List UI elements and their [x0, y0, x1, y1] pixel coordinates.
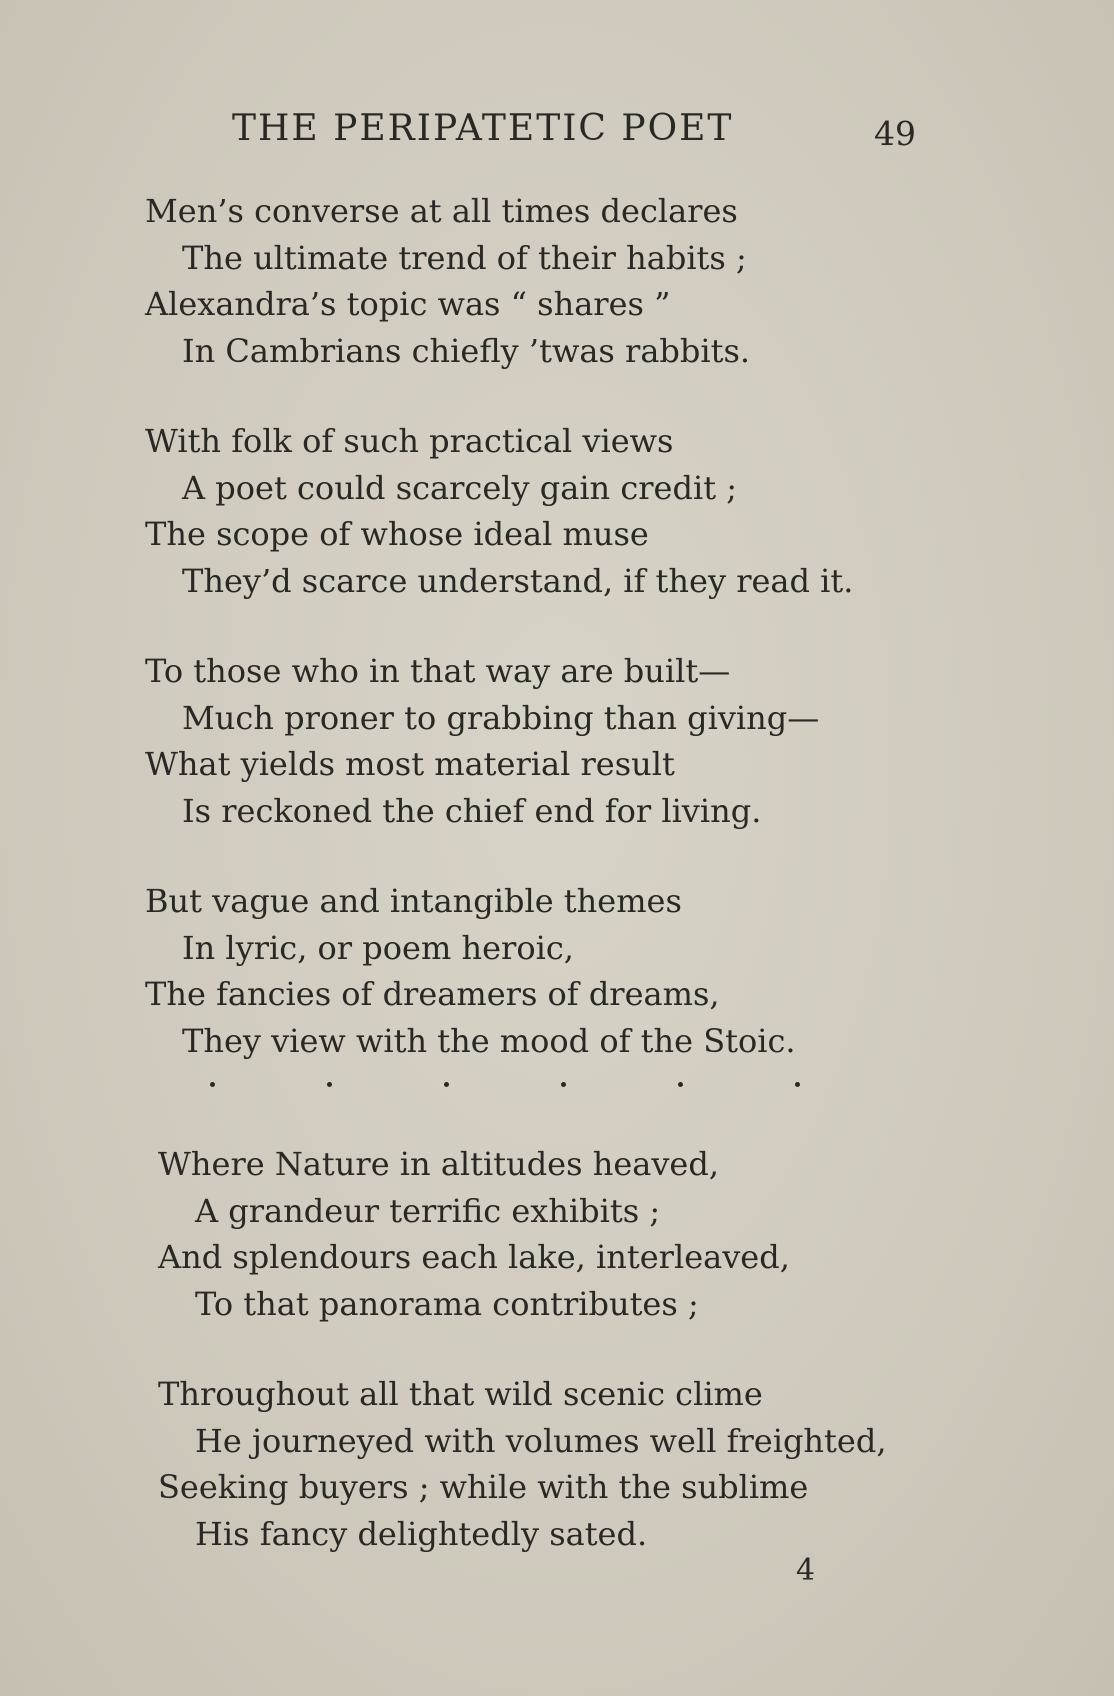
stanza-5 — [158, 1141, 1058, 1327]
ellipsis-dot — [795, 1082, 800, 1087]
verse-line: With folk of such practical views — [145, 422, 674, 460]
verse-line: Is reckoned the chief end for living. — [182, 791, 762, 830]
stanza-1 — [145, 188, 1045, 374]
ellipsis-dot — [678, 1082, 683, 1087]
verse-line: To those who in that way are built— — [145, 652, 731, 690]
verse-line: A grandeur terrific exhibits ; — [195, 1191, 661, 1230]
verse-line: They’d scarce understand, if they read it. — [182, 561, 854, 600]
ellipsis-dot — [561, 1082, 566, 1087]
stanza-6 — [158, 1371, 1058, 1557]
stanza-3 — [145, 648, 1045, 834]
verse-line: Seeking buyers ; while with the sublime — [158, 1468, 809, 1506]
verse-line: Alexandra’s topic was “ shares ” — [145, 285, 671, 323]
verse-line: What yields most material result — [145, 745, 675, 783]
verse-line: In lyric, or poem heroic, — [182, 928, 574, 967]
running-title: THE PERIPATETIC POET — [232, 108, 734, 149]
ellipsis-dot — [327, 1082, 332, 1087]
ellipsis-dot — [210, 1082, 215, 1087]
stanza-2 — [145, 418, 1045, 604]
verse-line: Much proner to grabbing than giving— — [182, 698, 820, 737]
stanza-4 — [145, 878, 1045, 1064]
poem-lower — [158, 1141, 1058, 1601]
ellipsis-dot — [444, 1082, 449, 1087]
verse-line: They view with the mood of the Stoic. — [182, 1021, 796, 1060]
verse-line: The scope of whose ideal muse — [145, 515, 649, 553]
verse-line: And splendours each lake, interleaved, — [158, 1238, 790, 1276]
verse-line: The ultimate trend of their habits ; — [182, 238, 747, 277]
verse-line: Where Nature in altitudes heaved, — [158, 1145, 719, 1183]
signature-mark: 4 — [796, 1553, 816, 1588]
verse-line: In Cambrians chiefly ’twas rabbits. — [182, 331, 751, 370]
verse-line: A poet could scarcely gain credit ; — [182, 468, 738, 507]
section-break-dots — [210, 1082, 800, 1087]
page-number: 49 — [874, 114, 916, 153]
verse-line: To that panorama contributes ; — [195, 1284, 699, 1323]
verse-line: The fancies of dreamers of dreams, — [145, 975, 720, 1013]
verse-line: Men’s converse at all times declares — [145, 192, 738, 230]
verse-line: His fancy delightedly sated. — [195, 1514, 648, 1553]
verse-line: He journeyed with volumes well freighted, — [195, 1421, 887, 1460]
verse-line: But vague and intangible themes — [145, 882, 682, 920]
poem-upper — [145, 188, 1045, 1108]
verse-line: Throughout all that wild scenic clime — [158, 1375, 763, 1413]
